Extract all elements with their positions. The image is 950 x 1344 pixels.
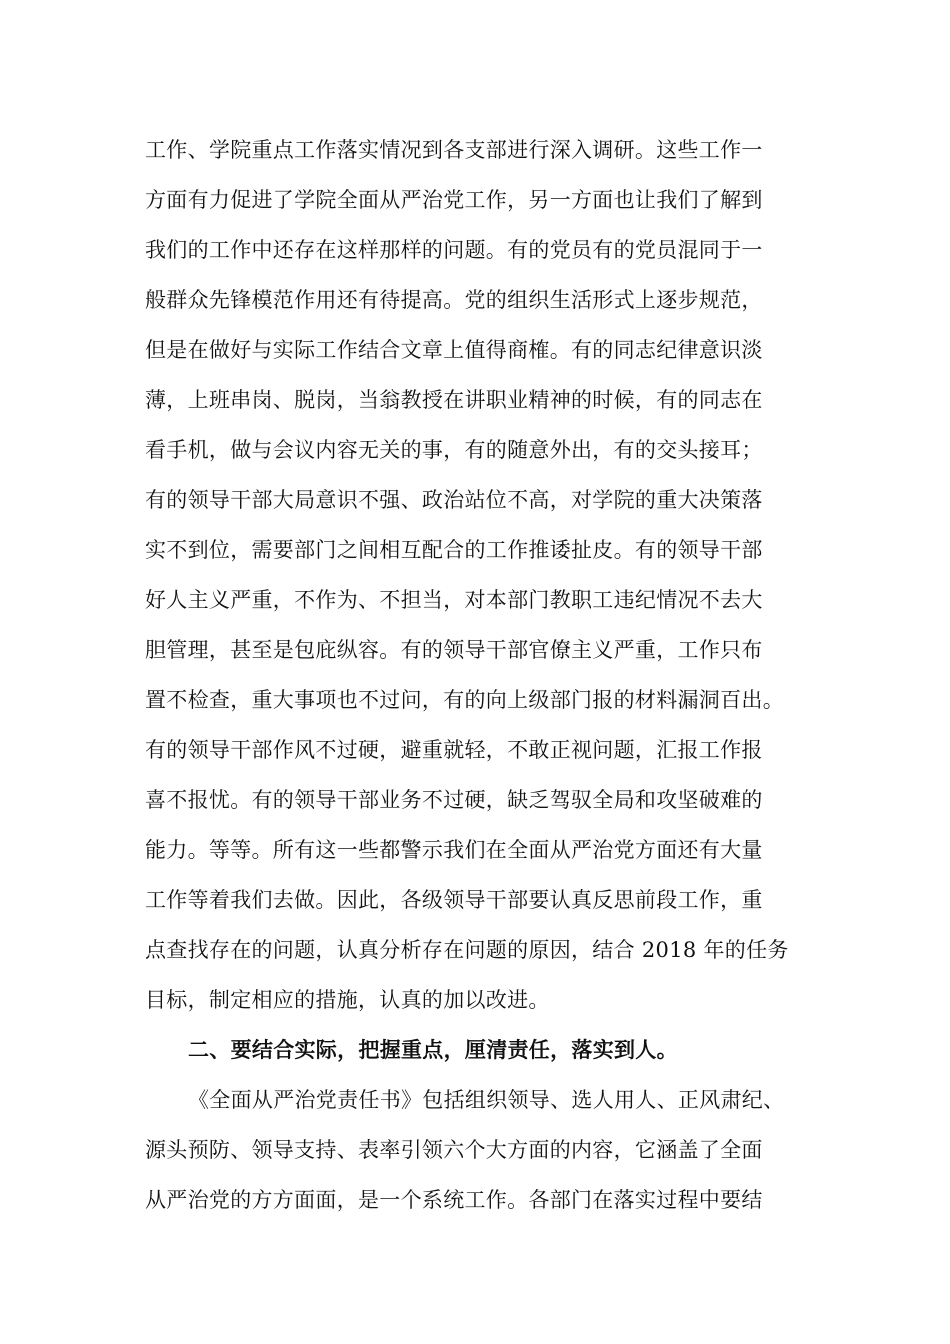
text-line: 工作等着我们去做。因此，各级领导干部要认真反思前段工作，重	[145, 888, 763, 912]
text-line: 源头预防、领导支持、表率引领六个大方面的内容，它涵盖了全面	[145, 1138, 763, 1162]
text-line: 有的领导干部作风不过硬，避重就轻，不敢正视问题，汇报工作报	[145, 738, 763, 762]
text-line: 置不检查，重大事项也不过问，有的向上级部门报的材料漏洞百出。	[145, 688, 784, 712]
text-line: 我们的工作中还存在这样那样的问题。有的党员有的党员混同于一	[145, 238, 763, 262]
text-line: 薄，上班串岗、脱岗，当翁教授在讲职业精神的时候，有的同志在	[145, 388, 763, 412]
text-line: 《全面从严治党责任书》包括组织领导、选人用人、正风肃纪、	[188, 1088, 785, 1112]
text-line: 能力。等等。所有这一些都警示我们在全面从严治党方面还有大量	[145, 838, 763, 862]
text-line: 喜不报忧。有的领导干部业务不过硬，缺乏驾驭全局和攻坚破难的	[145, 788, 763, 812]
text-line: 从严治党的方方面面，是一个系统工作。各部门在落实过程中要结	[145, 1188, 763, 1212]
section-heading: 二、要结合实际，把握重点，厘清责任，落实到人。	[188, 1037, 678, 1062]
text-line: 目标，制定相应的措施，认真的加以改进。	[145, 988, 550, 1012]
text-line: 但是在做好与实际工作结合文章上值得商榷。有的同志纪律意识淡	[145, 338, 763, 362]
text-line: 工作、学院重点工作落实情况到各支部进行深入调研。这些工作一	[145, 138, 763, 162]
text-line: 看手机，做与会议内容无关的事，有的随意外出，有的交头接耳；	[145, 438, 763, 462]
text-line: 实不到位，需要部门之间相互配合的工作推诿扯皮。有的领导干部	[145, 538, 763, 562]
text-line: 点查找存在的问题，认真分析存在问题的原因，结合 2018 年的任务	[145, 938, 789, 962]
text-line: 胆管理，甚至是包庇纵容。有的领导干部官僚主义严重，工作只布	[145, 638, 763, 662]
text-line: 般群众先锋模范作用还有待提高。党的组织生活形式上逐步规范，	[145, 288, 763, 312]
text-line: 好人主义严重，不作为、不担当，对本部门教职工违纪情况不去大	[145, 588, 763, 612]
text-line: 有的领导干部大局意识不强、政治站位不高，对学院的重大决策落	[145, 488, 763, 512]
text-line: 方面有力促进了学院全面从严治党工作，另一方面也让我们了解到	[145, 188, 763, 212]
